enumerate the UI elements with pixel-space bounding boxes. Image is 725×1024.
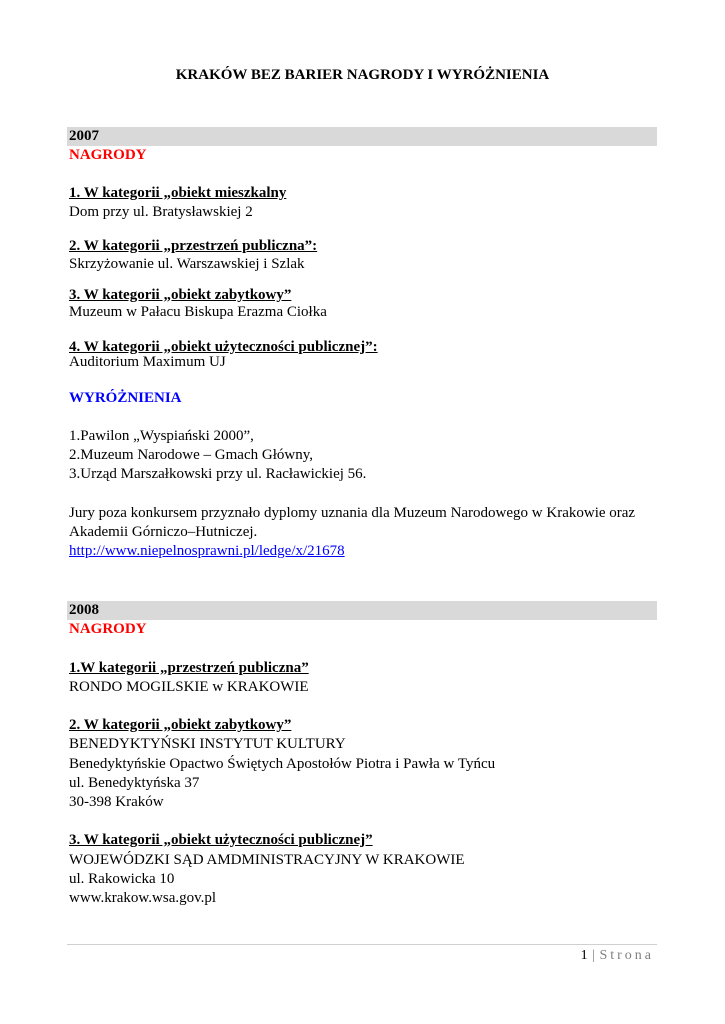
- jury-note: Jury poza konkursem przyznało dyplomy uznania dla Muzeum Narodowego w Krakowie oraz: [69, 505, 636, 521]
- award-text: Auditorium Maximum UJ: [69, 354, 226, 370]
- award-text: Skrzyżowanie ul. Warszawskiej i Szlak: [69, 256, 305, 272]
- award-text: 30-398 Kraków: [69, 794, 164, 810]
- award-category: 3. W kategorii „obiekt zabytkowy”: [69, 287, 292, 303]
- nagrody-heading-2008: NAGRODY: [69, 621, 147, 637]
- award-text: Muzeum w Pałacu Biskupa Erazma Ciołka: [69, 304, 327, 320]
- distinction-item: 2.Muzeum Narodowe – Gmach Główny,: [69, 447, 313, 463]
- page-number: 1: [580, 948, 589, 963]
- award-text: Benedyktyńskie Opactwo Świętych Apostołów Piotra i Pawła w Tyńcu: [69, 756, 496, 772]
- award-category: 2. W kategorii „obiekt zabytkowy”: [69, 717, 292, 733]
- award-text: Dom przy ul. Bratysławskiej 2: [69, 204, 253, 220]
- award-text: ul. Rakowicka 10: [69, 871, 175, 887]
- distinction-item: 3.Urząd Marszałkowski przy ul. Racławickiej 56.: [69, 466, 367, 482]
- footer-divider: [67, 944, 657, 945]
- source-link[interactable]: http://www.niepelnosprawni.pl/ledge/x/21678: [69, 543, 345, 559]
- award-category: 2. W kategorii „przestrzeń publiczna”:: [69, 238, 318, 254]
- nagrody-heading-2007: NAGRODY: [69, 147, 147, 163]
- award-text: WOJEWÓDZKI SĄD AMDMINISTRACYJNY W KRAKOWIE: [69, 852, 465, 868]
- award-text: RONDO MOGILSKIE w KRAKOWIE: [69, 679, 309, 695]
- year-bar-2008: 2008: [67, 601, 657, 620]
- award-category: 1.W kategorii „przestrzeń publiczna”: [69, 660, 309, 676]
- footer-separator: |: [592, 948, 596, 963]
- award-text: ul. Benedyktyńska 37: [69, 775, 200, 791]
- year-bar-2007: 2007: [67, 127, 657, 146]
- distinction-item: 1.Pawilon „Wyspiański 2000”,: [69, 428, 254, 444]
- footer-word: Strona: [599, 948, 654, 963]
- page-title: KRAKÓW BEZ BARIER NAGRODY I WYRÓŻNIENIA: [175, 67, 550, 83]
- jury-note: Akademii Górniczo–Hutniczej.: [69, 524, 258, 540]
- award-text: www.krakow.wsa.gov.pl: [69, 890, 217, 906]
- award-category: 1. W kategorii „obiekt mieszkalny: [69, 185, 287, 201]
- award-category: 4. W kategorii „obiekt użyteczności publicznej”:: [69, 339, 378, 355]
- page-footer: [581, 948, 654, 964]
- award-category: 3. W kategorii „obiekt użyteczności publicznej”: [69, 832, 373, 848]
- award-text: BENEDYKTYŃSKI INSTYTUT KULTURY: [69, 736, 346, 752]
- wyroznienia-heading-2007: WYRÓŻNIENIA: [69, 390, 182, 406]
